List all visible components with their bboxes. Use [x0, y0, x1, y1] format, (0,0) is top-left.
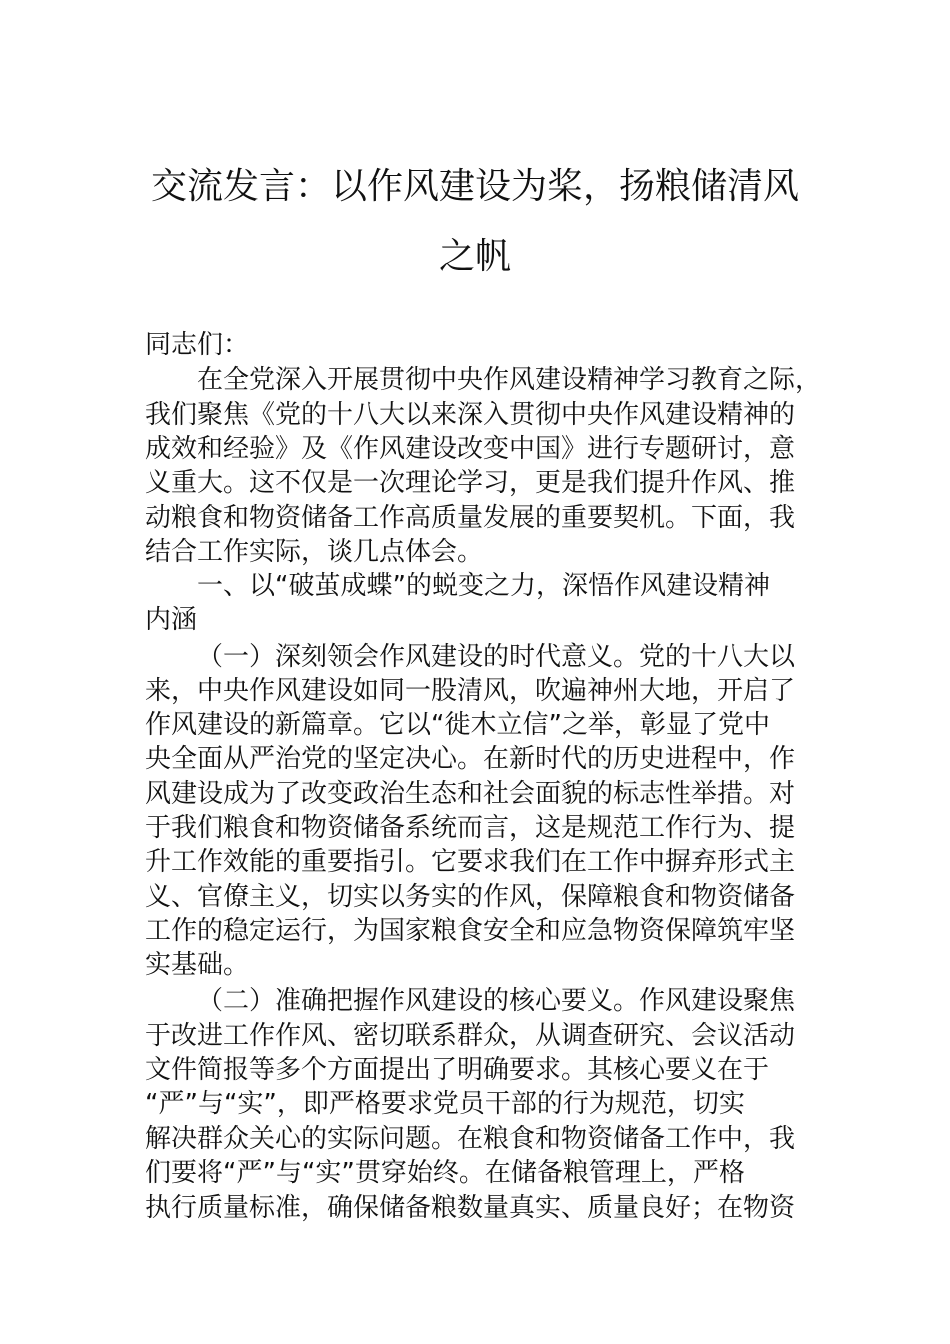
section-heading-line: 一、以“破茧成蝶”的蜕变之力，深悟作风建设精神 [197, 571, 770, 601]
paragraph-line: 作风建设的新篇章。它以“徙木立信”之举，彰显了党中 [145, 710, 770, 740]
paragraph-line: 实基础。 [145, 950, 250, 980]
document-title-line-1: 交流发言：以作风建设为桨，扬粮储清风 [150, 166, 799, 207]
paragraph-line: 在全党深入开展贯彻中央作风建设精神学习教育之际， [197, 365, 822, 395]
paragraph-line: 义、官僚主义，切实以务实的作风，保障粮食和物资储备 [145, 882, 796, 912]
paragraph-line: （二）准确把握作风建设的核心要义。作风建设聚焦 [197, 986, 796, 1016]
paragraph-line: 义重大。这不仅是一次理论学习，更是我们提升作风、推 [145, 468, 796, 498]
paragraph-line: 文件简报等多个方面提出了明确要求。其核心要义在于 [145, 1055, 770, 1085]
paragraph-line: 解决群众关心的实际问题。在粮食和物资储备工作中，我 [145, 1124, 796, 1154]
salutation: 同志们： [145, 330, 250, 360]
paragraph-line: 执行质量标准，确保储备粮数量真实、质量良好；在物资 [145, 1193, 796, 1223]
paragraph-line: 来，中央作风建设如同一股清风，吹遍神州大地，开启了 [145, 676, 796, 706]
paragraph-line: 成效和经验》及《作风建设改变中国》进行专题研讨，意 [145, 434, 796, 464]
paragraph-line: 工作的稳定运行，为国家粮食安全和应急物资保障筑牢坚 [145, 916, 796, 946]
paragraph-line: 们要将“严”与“实”贯穿始终。在储备粮管理上，严格 [145, 1158, 745, 1188]
paragraph-line: “严”与“实”，即严格要求党员干部的行为规范，切实 [145, 1089, 745, 1119]
paragraph-line: 于我们粮食和物资储备系统而言，这是规范工作行为、提 [145, 813, 796, 843]
paragraph-line: （一）深刻领会作风建设的时代意义。党的十八大以 [197, 642, 796, 672]
document-title-line-2: 之帆 [438, 236, 511, 277]
paragraph-line: 于改进工作作风、密切联系群众，从调查研究、会议活动 [145, 1021, 796, 1051]
paragraph-line: 动粮食和物资储备工作高质量发展的重要契机。下面，我 [145, 503, 796, 533]
paragraph-line: 结合工作实际，谈几点体会。 [145, 537, 484, 567]
paragraph-line: 风建设成为了改变政治生态和社会面貌的标志性举措。对 [145, 779, 796, 809]
paragraph-line: 升工作效能的重要指引。它要求我们在工作中摒弃形式主 [145, 847, 796, 877]
paragraph-line: 央全面从严治党的坚定决心。在新时代的历史进程中，作 [145, 744, 796, 774]
section-heading-line: 内涵 [145, 605, 198, 635]
paragraph-line: 我们聚焦《党的十八大以来深入贯彻中央作风建设精神的 [145, 400, 796, 430]
